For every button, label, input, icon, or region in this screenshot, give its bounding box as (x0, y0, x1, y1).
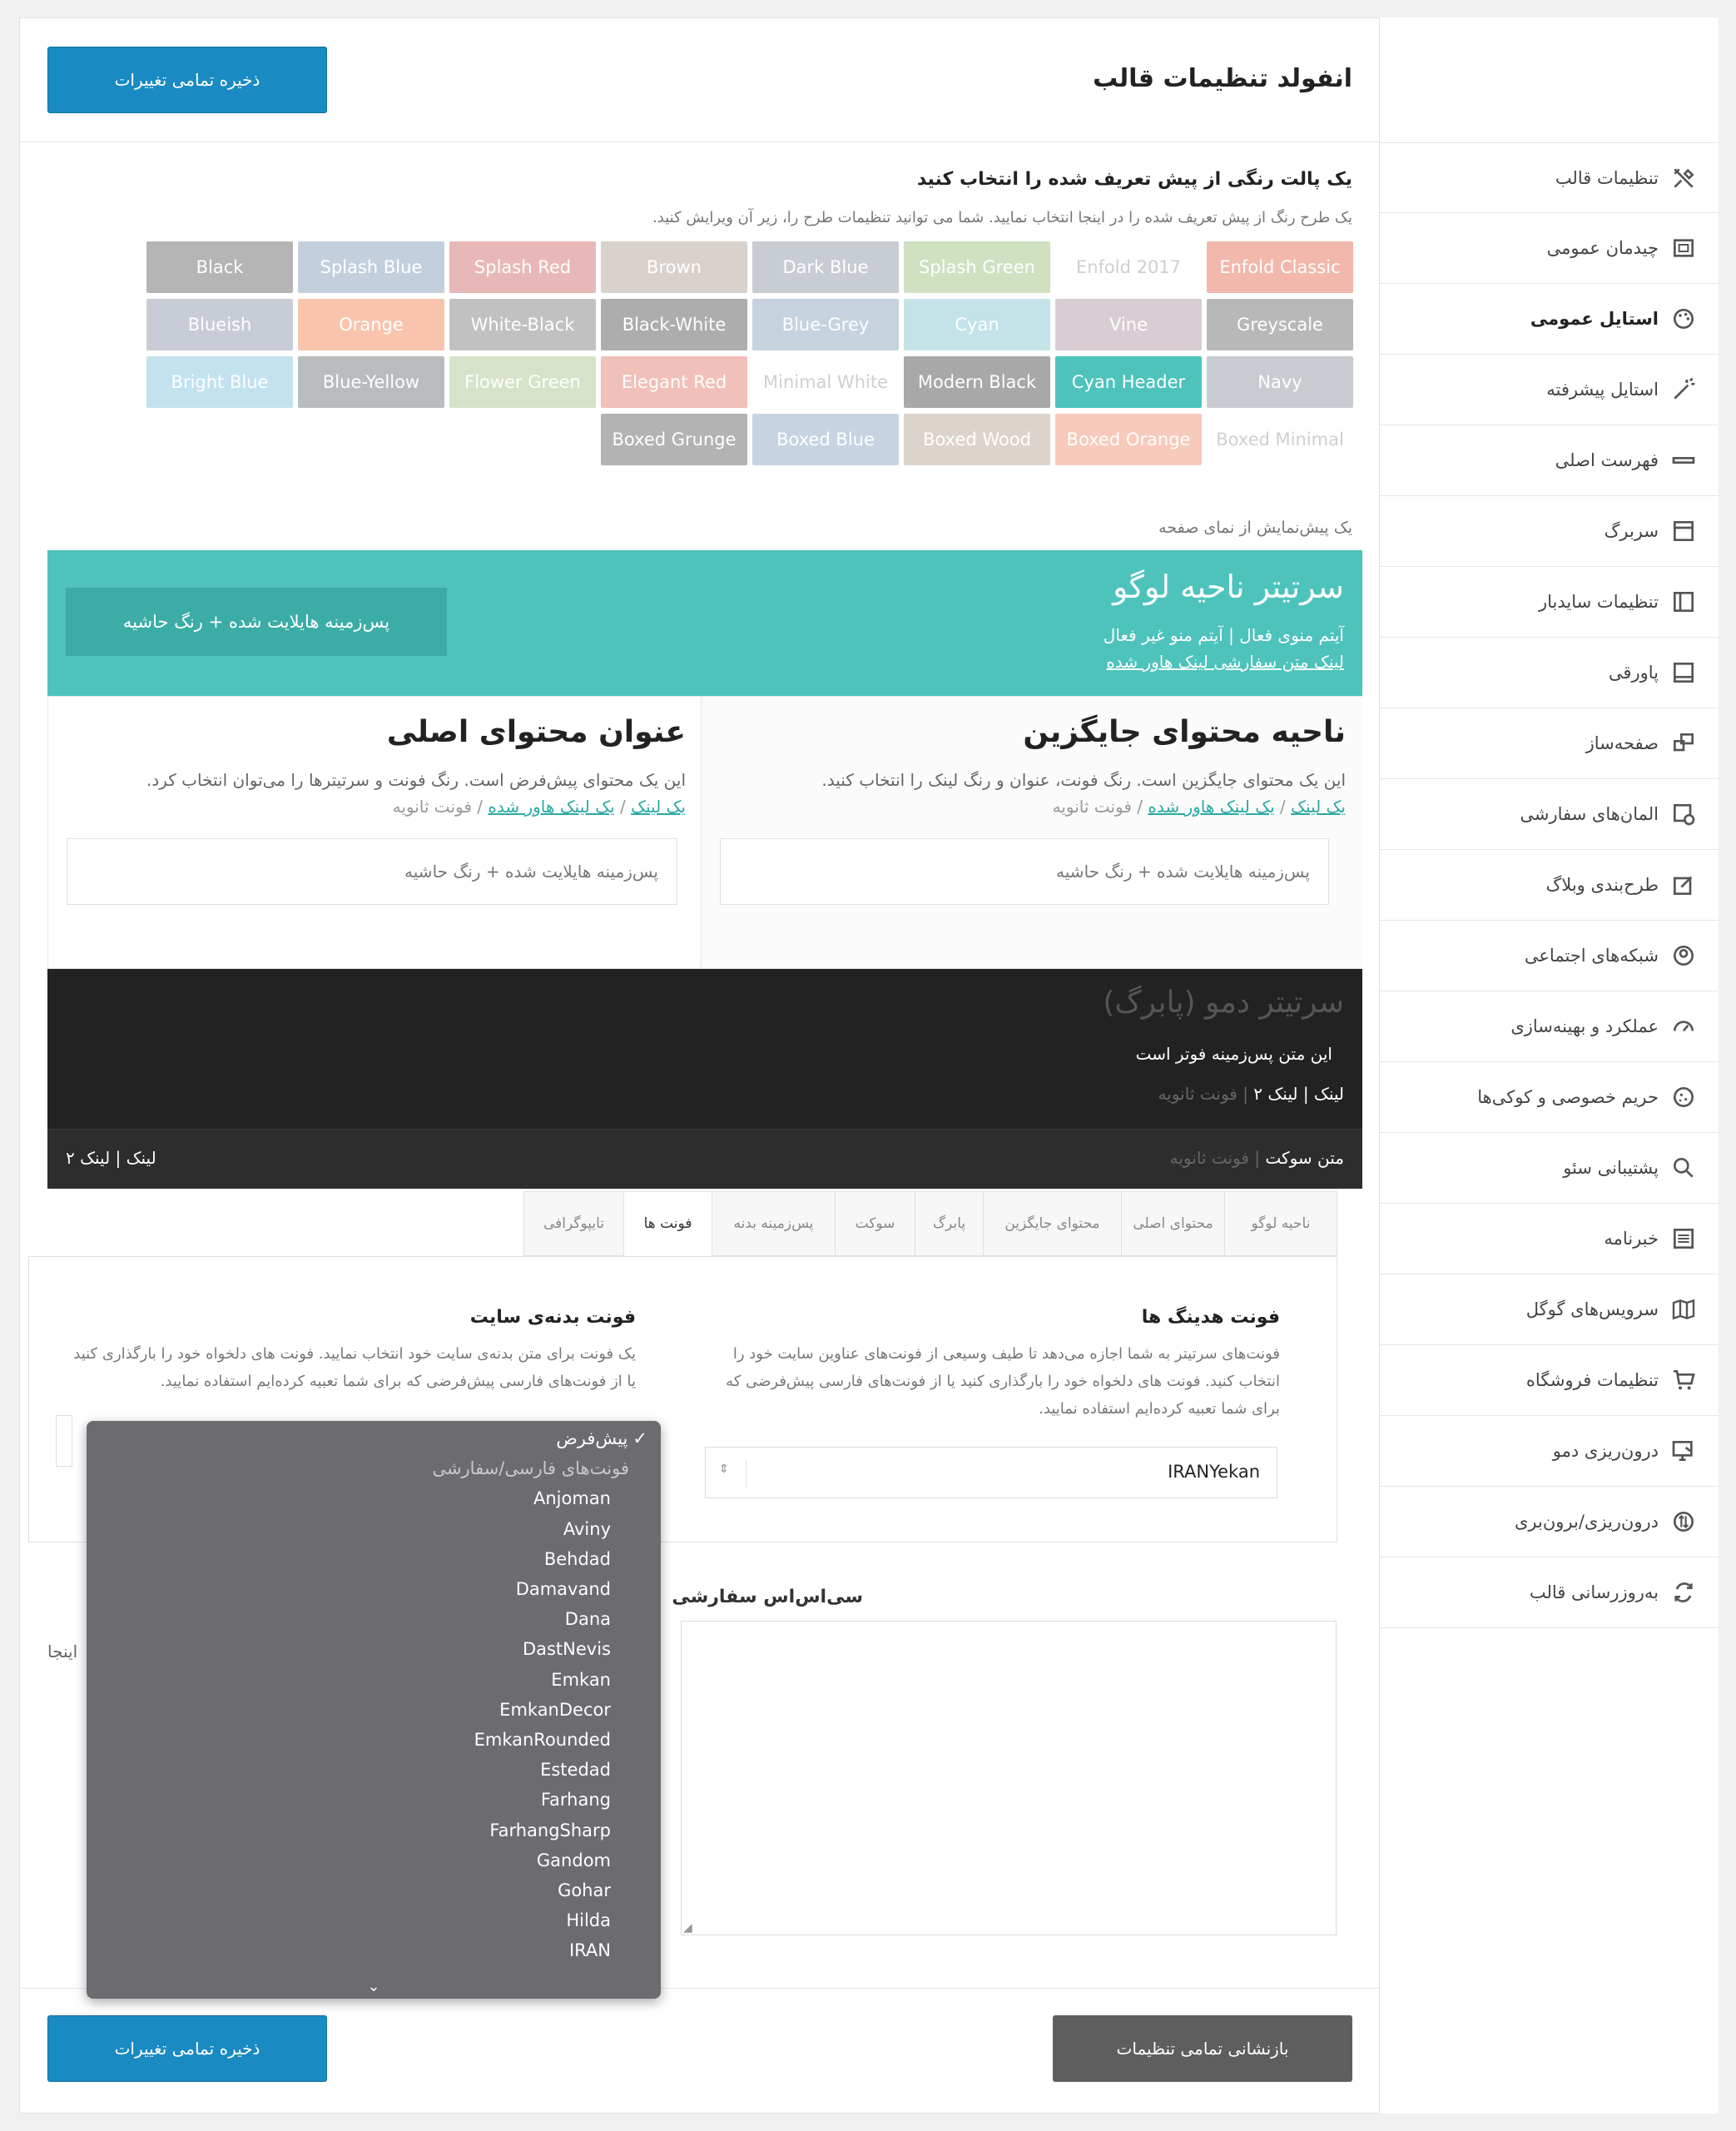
sidebar-item-label: درون‌ریزی دمو (1552, 1441, 1659, 1461)
import-export-icon (1670, 1508, 1697, 1535)
preview-socket (47, 1129, 1362, 1189)
sidebar-item-12[interactable] (1380, 991, 1719, 1062)
dropdown-selected-label: پیش‌فرض (556, 1428, 628, 1449)
sidebar (1379, 17, 1719, 2114)
sidebar-item-label: درون‌ریزی/برون‌بری (1514, 1512, 1659, 1532)
sidebar-item-label: به‌روزرسانی قالب (1529, 1582, 1659, 1602)
footer-text: این متن پس‌زمینه فوتر است (1135, 1044, 1332, 1064)
tab-1[interactable]: محتوای اصلی (1121, 1191, 1224, 1256)
preview-menu-link[interactable]: لینک متن سفارشی لینک هاور شده (1106, 652, 1344, 672)
palette-swatch[interactable]: Modern Black (904, 356, 1050, 408)
heading-font-value: IRANYekan (1168, 1462, 1260, 1482)
dropdown-option[interactable]: Behdad (543, 1548, 611, 1569)
body-font-title: فونت بدنه‌ی سایت (469, 1307, 636, 1328)
save-all-button-top[interactable]: ذخیره تمامی تغییرات (47, 47, 327, 113)
custom-elements-icon (1670, 801, 1697, 827)
sidebar-item-7[interactable] (1380, 638, 1719, 708)
palette-swatch[interactable]: Minimal White (752, 356, 899, 408)
preview-alt-content (701, 697, 1362, 968)
socket-label: متن سوکت (1265, 1148, 1344, 1168)
tab-4[interactable]: سوکت (835, 1191, 915, 1256)
sidebar-item-label: سرویس‌های گوگل (1525, 1299, 1659, 1319)
main-hover-link[interactable]: یک لینک هاور شده (488, 797, 615, 817)
sidebar-item-label: تنظیمات فروشگاه (1525, 1370, 1659, 1390)
sidebar-item-label: پشتیبانی سئو (1563, 1158, 1659, 1178)
main-secondary-font: فونت ثانویه (392, 797, 472, 817)
sidebar-menu (1380, 142, 1719, 1628)
palette-swatch[interactable]: Brown (601, 241, 747, 293)
layout-icon (1670, 235, 1697, 261)
sidebar-item-14[interactable] (1380, 1133, 1719, 1204)
main-content-title: عنوان محتوای اصلی (386, 715, 686, 749)
sidebar-item-label: استایل عمومی (1530, 309, 1659, 329)
preview-menu: آیتم منوی فعال | آیتم منو غیر فعال (1103, 625, 1344, 645)
sidebar-item-label: عملکرد و بهینه‌سازی (1510, 1016, 1659, 1036)
sidebar-item-label: شبکه‌های اجتماعی (1524, 946, 1659, 966)
palette-swatch[interactable]: Flower Green (449, 356, 596, 408)
tab-2[interactable]: محتوای جایگزین (983, 1191, 1121, 1256)
sidebar-item-6[interactable] (1380, 567, 1719, 638)
chevron-down-icon[interactable]: ⌄ (367, 1978, 380, 1995)
main-link[interactable]: یک لینک (631, 797, 686, 817)
blocks-icon (1670, 730, 1697, 757)
sidebar-item-10[interactable] (1380, 850, 1719, 921)
tab-7[interactable]: تایپوگرافی (523, 1191, 623, 1256)
palette-swatch[interactable]: Boxed Grunge (601, 414, 747, 465)
dropdown-option[interactable]: Hilda (566, 1910, 611, 1931)
palette-swatch[interactable]: Orange (298, 299, 444, 350)
body-font-desc: یک فونت برای متن بدنه‌ی سایت خود انتخاب نمایید. فونت های دلخواه خود را بارگذاری کنید یا از فونت‌های فارسی پیش‌فرضی که برای شما تعبیه کرده‌ایم استفاده نمایید. (73, 1345, 636, 1390)
main-highlight-box: پس‌زمینه هایلایت شده + رنگ حاشیه (67, 838, 677, 905)
alt-content-text: این یک محتوای جایگزین است. رنگ فونت، عنوان و رنگ لینک را انتخاب کنید. (821, 770, 1346, 790)
palette-swatch[interactable]: Enfold Classic (1207, 241, 1353, 293)
save-all-button-bottom[interactable]: ذخیره تمامی تغییرات (47, 2015, 327, 2082)
dropdown-option[interactable]: FarhangSharp (489, 1820, 611, 1840)
palette-swatch[interactable]: Black-White (601, 299, 747, 350)
palette-swatch[interactable]: Blueish (146, 299, 293, 350)
sidebar-item-19[interactable] (1380, 1487, 1719, 1557)
alt-content-links: یک لینک / یک لینک هاور شده / فونت ثانویه (1052, 797, 1346, 817)
sidebar-item-label: چیدمان عمومی (1546, 238, 1659, 258)
preview-logo-title: سرتیتر ناحیه لوگو (1113, 569, 1344, 605)
refresh-icon (1670, 1579, 1697, 1606)
footer-links: لینک | لینک ۲ | فونت ثانویه (1158, 1084, 1344, 1104)
sidebar-item-label: تنظیمات قالب (1555, 167, 1659, 188)
sidebar-icon (1670, 589, 1697, 615)
palette-swatch[interactable]: Black (146, 241, 293, 293)
map-icon (1670, 1296, 1697, 1323)
sidebar-item-label: صفحه‌ساز (1585, 733, 1659, 753)
sidebar-item-16[interactable] (1380, 1274, 1719, 1345)
preview-header (47, 550, 1362, 696)
sidebar-item-17[interactable] (1380, 1345, 1719, 1416)
footer-icon (1670, 659, 1697, 686)
sidebar-item-label: حریم خصوصی و کوکی‌ها (1477, 1087, 1659, 1107)
alt-content-title: ناحیه محتوای جایگزین (1023, 715, 1346, 749)
sidebar-item-9[interactable] (1380, 779, 1719, 850)
menu-bar-icon (1670, 447, 1697, 474)
palette-swatch[interactable]: Navy (1207, 356, 1353, 408)
magic-wand-icon (1670, 376, 1697, 403)
dropdown-option[interactable]: EmkanDecor (499, 1699, 611, 1720)
sidebar-item-5[interactable] (1380, 496, 1719, 567)
alt-hover-link[interactable]: یک لینک هاور شده (1148, 797, 1275, 817)
sidebar-item-8[interactable] (1380, 708, 1719, 779)
socket-secondary: فونت ثانویه (1169, 1148, 1249, 1168)
palette-swatch[interactable]: Blue-Grey (752, 299, 899, 350)
bottom-bar (19, 1988, 1379, 2114)
tab-3[interactable]: پابرگ (915, 1191, 983, 1256)
custom-css-textarea[interactable] (681, 1621, 1337, 1935)
custom-css-side-text: اینجا (47, 1642, 78, 1662)
socket-links[interactable]: لینک | لینک ۲ (66, 1148, 156, 1168)
dropdown-option[interactable]: Gohar (558, 1880, 611, 1900)
sidebar-item-15[interactable] (1380, 1204, 1719, 1274)
palette-swatch[interactable]: Cyan (904, 299, 1050, 350)
heading-font-select[interactable] (705, 1447, 1277, 1498)
check-icon: ✓ (632, 1428, 647, 1449)
preview-label: یک پیش‌نمایش از نمای صفحه (1158, 519, 1352, 537)
palette-swatch[interactable]: Blue-Yellow (298, 356, 444, 408)
dropdown-option[interactable]: Emkan (551, 1669, 611, 1690)
demo-import-icon (1670, 1438, 1697, 1464)
palette-swatch[interactable]: Dark Blue (752, 241, 899, 293)
heading-fonts-title: فونت هدینگ ها (1141, 1307, 1280, 1328)
preview-content (47, 696, 1362, 969)
palette-swatch[interactable]: Bright Blue (146, 356, 293, 408)
speedometer-icon (1670, 1013, 1697, 1040)
dropdown-option[interactable]: Damavand (515, 1579, 611, 1600)
tab-0[interactable]: ناحیه لوگو (1224, 1191, 1337, 1256)
sidebar-item-label: فهرست اصلی (1555, 450, 1659, 470)
body-font-select[interactable] (56, 1415, 72, 1467)
palette-swatch[interactable]: White-Black (449, 299, 596, 350)
cart-icon (1670, 1367, 1697, 1393)
sidebar-item-label: تنظیمات سایدبار (1539, 592, 1659, 612)
alt-highlight-box: پس‌زمینه هایلایت شده + رنگ حاشیه (720, 838, 1329, 905)
reset-all-button[interactable]: بازنشانی تمامی تنظیمات (1053, 2015, 1352, 2082)
dropdown-option[interactable]: IRAN (568, 1940, 611, 1961)
sidebar-item-20[interactable] (1380, 1557, 1719, 1628)
dropdown-option[interactable]: Estedad (540, 1760, 611, 1781)
sidebar-item-label: خبرنامه (1604, 1229, 1659, 1249)
dropdown-option[interactable]: Farhang (540, 1790, 611, 1811)
search-icon (1670, 1155, 1697, 1181)
palette-swatch[interactable]: Splash Red (449, 241, 596, 293)
main-content-links: یک لینک / یک لینک هاور شده / فونت ثانویه (392, 797, 686, 817)
palette-swatch[interactable]: Elegant Red (601, 356, 747, 408)
dropdown-option[interactable]: Gandom (536, 1850, 611, 1870)
dropdown-option[interactable]: DastNevis (522, 1639, 611, 1660)
dropdown-option[interactable]: Dana (564, 1609, 611, 1630)
sidebar-item-label: المان‌های سفارشی (1520, 804, 1659, 824)
heading-fonts-desc: فونت‌های سرتیتر به شما اجازه می‌دهد تا طیف وسیعی از فونت‌های عناوین سایت خود را انتخاب کنید. فونت های دلخواه خود را بارگذاری کنید یا از فونت‌های فارسی پیش‌فرضی که برای شما تعبیه کرده‌ایم استفاده نمایید. (726, 1345, 1280, 1418)
dropdown-option[interactable]: EmkanRounded (474, 1729, 611, 1750)
social-icon (1670, 942, 1697, 969)
dropdown-option[interactable]: Aviny (563, 1518, 611, 1539)
header-icon (1670, 518, 1697, 544)
page-title: انفولد تنظیمات قالب (1093, 64, 1352, 93)
sidebar-item-18[interactable] (1380, 1416, 1719, 1487)
sidebar-item-3[interactable] (1380, 355, 1719, 425)
sidebar-item-2[interactable] (1380, 284, 1719, 355)
palette-swatch[interactable]: Enfold 2017 (1055, 241, 1202, 293)
palette-description: یک طرح رنگ از پیش تعریف شده را در اینجا انتخاب نمایید. شما می توانید تنظیمات طرح را، زیر آن ویرایش کنید. (652, 209, 1352, 226)
sidebar-item-11[interactable] (1380, 921, 1719, 991)
preview-highlight-button: پس‌زمینه هایلایت شده + رنگ حاشیه (66, 588, 447, 656)
alt-link[interactable]: یک لینک (1291, 797, 1346, 817)
palette-swatch[interactable]: Boxed Blue (752, 414, 899, 465)
sidebar-item-label: طرح‌بندی وبلاگ (1545, 875, 1659, 895)
palette-swatch[interactable]: Boxed Minimal (1207, 414, 1353, 465)
preview-footer (47, 969, 1362, 1129)
top-bar (19, 17, 1379, 142)
sidebar-item-1[interactable] (1380, 213, 1719, 284)
palette-swatch[interactable]: Greyscale (1207, 299, 1353, 350)
sidebar-item-label: پاورقی (1608, 663, 1659, 683)
tab-5[interactable]: پس‌زمینه بدنه (712, 1191, 835, 1256)
palette-icon (1670, 305, 1697, 332)
palette-swatch[interactable]: Boxed Wood (904, 414, 1050, 465)
custom-css-title: سی‌اس‌اس سفارشی (672, 1587, 863, 1607)
dropdown-option[interactable]: Anjoman (533, 1488, 611, 1509)
tab-6[interactable]: فونت ها (623, 1191, 712, 1256)
blog-edit-icon (1670, 872, 1697, 898)
palette-swatch[interactable]: Splash Blue (298, 241, 444, 293)
dropdown-group-label: فونت‌های فارسی/سفارشی (432, 1458, 629, 1479)
socket-text: متن سوکت | فونت ثانویه (1169, 1148, 1344, 1168)
cookie-icon (1670, 1084, 1697, 1110)
palette-swatch[interactable]: Boxed Orange (1055, 414, 1202, 465)
sidebar-item-label: سربرگ (1604, 521, 1659, 541)
body-font-dropdown (87, 1421, 661, 1999)
select-arrows-icon: ⇕ (719, 1463, 729, 1476)
sidebar-item-4[interactable] (1380, 425, 1719, 496)
resize-handle-icon[interactable]: ◢ (683, 1921, 692, 1935)
palette-swatch[interactable]: Vine (1055, 299, 1202, 350)
footer-demo-title: سرتیتر دمو (پابرگ) (1103, 986, 1344, 1020)
dropdown-options (87, 1483, 661, 1965)
footer-secondary: فونت ثانویه (1158, 1084, 1238, 1104)
dropdown-option-default[interactable] (87, 1423, 661, 1453)
footer-link-list[interactable]: لینک | لینک ۲ (1253, 1084, 1344, 1104)
newsletter-icon (1670, 1225, 1697, 1252)
tools-icon (1670, 165, 1697, 191)
palette-swatch[interactable]: Cyan Header (1055, 356, 1202, 408)
main-content-text: این یک محتوای پیش‌فرض است. رنگ فونت و سرتیترها را می‌توان انتخاب کرد. (146, 770, 686, 790)
style-tabs (513, 1191, 1337, 1256)
alt-secondary-font: فونت ثانویه (1052, 797, 1132, 817)
palette-heading: یک پالت رنگی از پیش تعریف شده را انتخاب کنید (916, 169, 1352, 190)
sidebar-item-label: استایل پیشرفته (1546, 380, 1659, 400)
sidebar-item-0[interactable] (1380, 142, 1719, 213)
sidebar-item-13[interactable] (1380, 1062, 1719, 1133)
palette-swatch[interactable]: Splash Green (904, 241, 1050, 293)
